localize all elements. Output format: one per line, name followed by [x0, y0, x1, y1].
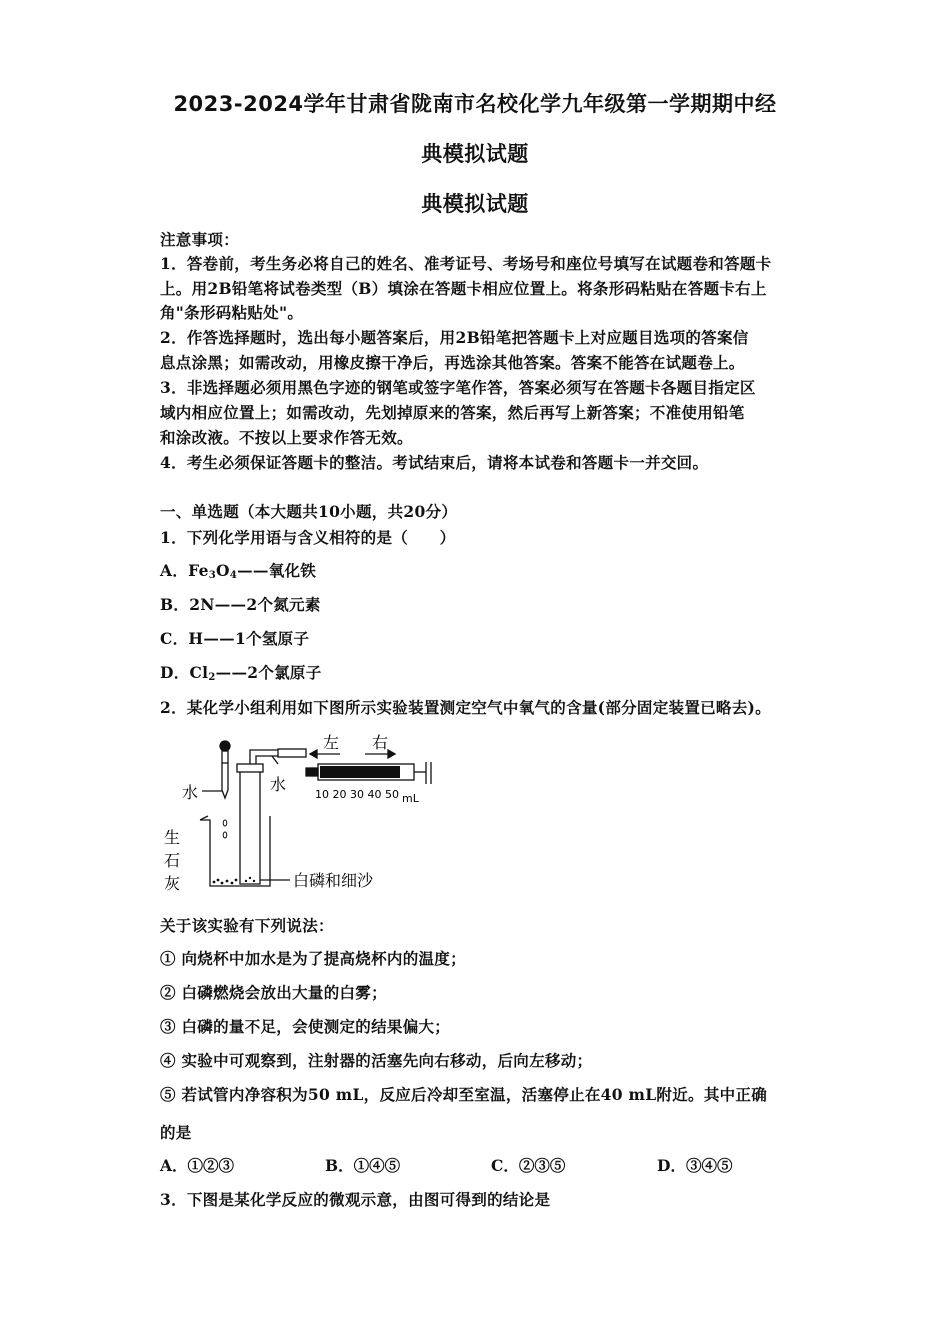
sand-dot — [249, 877, 251, 879]
q1-option-d-text: ——2个氯原子 — [215, 663, 322, 682]
connecting-tube-inner — [250, 750, 278, 764]
q1-option-d — [160, 661, 322, 683]
q1-option-c: C．H——1个氢原子 — [160, 629, 310, 648]
formula-part: Fe — [188, 561, 209, 580]
lime-label-2: 石 — [164, 851, 181, 870]
title-line-3: 典模拟试题 — [421, 192, 529, 216]
water-label-tube: 水 — [270, 775, 287, 794]
q1-stem: 1．下列化学用语与含义相符的是（ ） — [160, 528, 456, 547]
lime-dot — [213, 881, 216, 884]
right-arrowhead — [388, 750, 395, 758]
lime-label-1: 生 — [164, 828, 181, 847]
q2-option-b: B．①④⑤ — [325, 1156, 401, 1175]
notice-line: 2．作答选择题时，选出每小题答案后，用2B铅笔把答题卡上对应题目选项的答案信 — [160, 328, 749, 347]
syringe-scale: 10 20 30 40 50 — [315, 788, 399, 801]
q1-option-d-label: D． — [160, 663, 190, 682]
q2-option-d: D．③④⑤ — [657, 1156, 733, 1175]
title-line-1: 2023-2024学年甘肃省陇南市名校化学九年级第一学期期中经 — [173, 92, 777, 116]
syringe-plunger-body — [320, 766, 400, 778]
q1-option-a-label: A． — [160, 561, 189, 580]
title-line-2: 典模拟试题 — [421, 142, 529, 166]
formula-part: Cl — [189, 663, 209, 682]
water-tube-pointer — [272, 756, 278, 764]
water-drop — [223, 820, 227, 826]
lime-dot — [217, 879, 220, 882]
notice-line: 息点涂黑；如需改动，用橡皮擦干净后，再选涂其他答案。答案不能答在试题卷上。 — [160, 353, 745, 372]
lime-dot — [221, 882, 224, 885]
lime-dot — [235, 879, 238, 882]
q2-statement: ⑤ 若试管内净容积为50 mL，反应后冷却至室温，活塞停止在40 mL附近。其中正确 — [160, 1085, 768, 1104]
notice-line: 角"条形码粘贴处"。 — [160, 303, 304, 322]
dropper-bulb — [220, 741, 230, 751]
formula-subscript: 3 — [208, 570, 217, 581]
q1-option-a-text: ——氧化铁 — [237, 561, 317, 580]
q1-option-b: B．2N——2个氮元素 — [160, 595, 321, 614]
notice-line: 域内相应位置上；如需改动，先划掉原来的答案，然后再写上新答案；不准使用铅笔 — [160, 403, 745, 422]
stopper — [237, 764, 263, 772]
formula-subscript: 2 — [208, 672, 216, 683]
q2-statement: ① 向烧杯中加水是为了提高烧杯内的温度； — [160, 949, 466, 968]
water-drop — [223, 832, 227, 838]
section-heading: 一、单选题（本大题共10小题，共20分） — [160, 502, 458, 521]
syringe-tip — [306, 768, 318, 776]
lime-dot — [226, 880, 229, 883]
q2-statement: ④ 实验中可观察到，注射器的活塞先向右移动，后向左移动； — [160, 1051, 593, 1070]
notice-line: 上。用2B铅笔将试卷类型（B）填涂在答题卡相应位置上。将条形码粘贴在答题卡右上 — [160, 279, 767, 298]
phosphorus-label: 白磷和细沙 — [293, 871, 374, 890]
q2-statement: ③ 白磷的量不足，会使测定的结果偏大； — [160, 1017, 451, 1036]
notice-line: 3．非选择题必须用黑色字迹的钢笔或签字笔作答，答案必须写在答题卡各题目指定区 — [160, 378, 756, 397]
left-label: 左 — [323, 733, 340, 752]
tube-joint — [278, 749, 306, 757]
q2-statement: 的是 — [160, 1123, 192, 1142]
notice-line: 1．答卷前，考生务必将自己的姓名、准考证号、考场号和座位号填写在试题卷和答题卡 — [160, 254, 772, 273]
sand-dot — [253, 880, 255, 882]
left-arrowhead — [310, 750, 317, 758]
dropper-neck — [222, 751, 228, 763]
water-label-left: 水 — [182, 783, 199, 802]
q3-stem: 3．下图是某化学反应的微观示意，由图可得到的结论是 — [160, 1190, 551, 1209]
apparatus-figure — [160, 728, 450, 896]
q2-statement: ② 白磷燃烧会放出大量的白雾； — [160, 983, 387, 1002]
syringe-unit: mL — [402, 792, 419, 805]
formula-subscript: 4 — [229, 570, 238, 581]
test-tube — [240, 770, 260, 884]
q2-option-a: A．①②③ — [160, 1156, 235, 1175]
notice-heading: 注意事项： — [160, 230, 240, 249]
formula-part: O — [216, 561, 230, 580]
q1-option-a — [160, 559, 316, 581]
notice-line: 和涂改液。不按以上要求作答无效。 — [160, 428, 413, 447]
lime-dot — [231, 882, 234, 885]
q2-intro: 关于该实验有下列说法： — [160, 916, 334, 935]
q2-stem: 2．某化学小组利用如下图所示实验装置测定空气中氧气的含量(部分固定装置已略去)。 — [160, 698, 771, 717]
notice-line: 4．考生必须保证答题卡的整洁。考试结束后，请将本试卷和答题卡一并交回。 — [160, 453, 709, 472]
right-label: 右 — [372, 733, 389, 752]
lime-label-3: 灰 — [164, 874, 181, 893]
q2-option-c: C．②③⑤ — [491, 1156, 566, 1175]
dropper-tube — [222, 763, 228, 798]
sand-dot — [245, 880, 247, 882]
